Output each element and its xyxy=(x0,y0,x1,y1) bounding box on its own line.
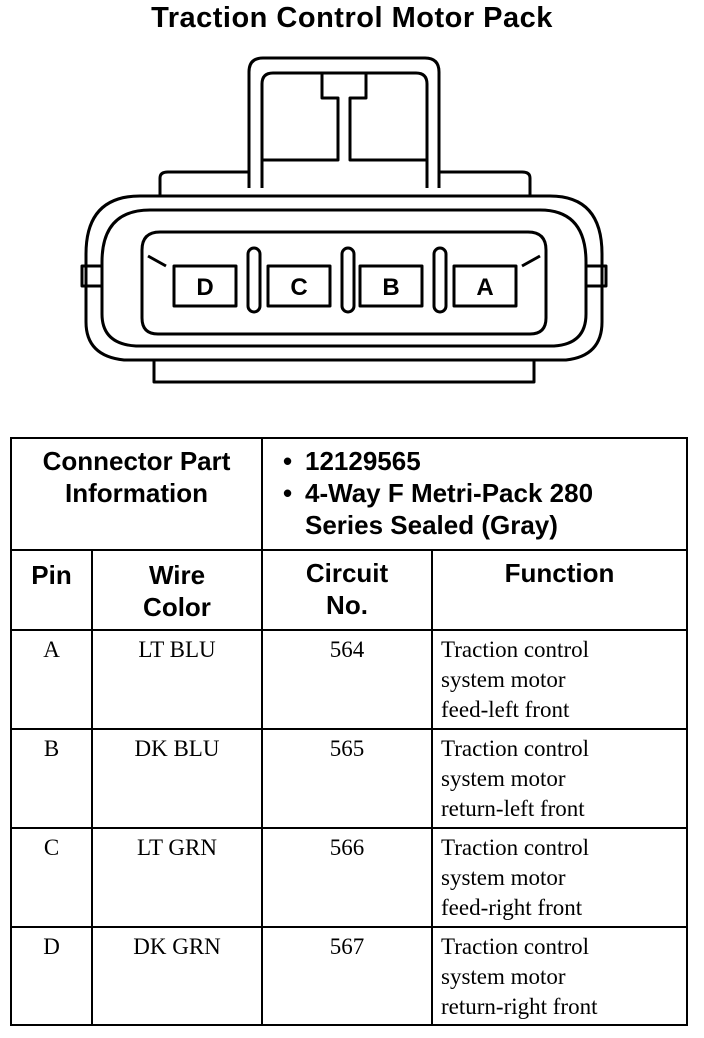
header-function: Function xyxy=(432,550,687,630)
table-row xyxy=(11,927,687,1025)
wire-color-cell: LT BLU xyxy=(92,630,262,729)
pin-cell: B xyxy=(11,729,92,828)
pin-label-d: D xyxy=(196,274,214,301)
part-info-row xyxy=(11,438,687,550)
connector-shoulder xyxy=(160,172,249,196)
wire-color-cell: DK GRN xyxy=(92,927,262,1025)
pin-cell: A xyxy=(11,630,92,729)
connector-diagram xyxy=(0,0,704,400)
connector-info-table xyxy=(10,437,688,1026)
page-title: Traction Control Motor Pack xyxy=(151,2,553,34)
connector-latch xyxy=(249,58,439,188)
connector-part-label: Connector Part Information xyxy=(11,438,262,550)
pin-cell: D xyxy=(11,927,92,1025)
header-pin: Pin xyxy=(11,550,92,630)
header-row xyxy=(11,550,687,630)
table-row xyxy=(11,828,687,927)
part-description: • 4-Way F Metri-Pack 280 xyxy=(283,478,594,508)
wire-color-cell: DK BLU xyxy=(92,729,262,828)
pin-label-a: A xyxy=(476,274,494,301)
part-series: Series Sealed (Gray) xyxy=(305,510,558,540)
cavity-divider xyxy=(248,248,260,312)
header-wire-color: Wire Color xyxy=(92,550,262,630)
part-number: • 12129565 xyxy=(283,446,421,476)
table-row xyxy=(11,729,687,828)
header-circuit: Circuit No. xyxy=(262,550,432,630)
function-cell: Traction control system motor feed-left front xyxy=(432,630,687,729)
function-cell: Traction control system motor feed-right front xyxy=(432,828,687,927)
pin-cell: C xyxy=(11,828,92,927)
connector-part-info xyxy=(262,438,687,550)
wire-color-cell: LT GRN xyxy=(92,828,262,927)
circuit-cell: 566 xyxy=(262,828,432,927)
circuit-cell: 567 xyxy=(262,927,432,1025)
circuit-cell: 565 xyxy=(262,729,432,828)
circuit-cell: 564 xyxy=(262,630,432,729)
function-cell: Traction control system motor return-right front xyxy=(432,927,687,1025)
table-row xyxy=(11,630,687,729)
pin-label-b: B xyxy=(382,274,400,301)
cavity-divider xyxy=(434,248,446,312)
cavity-divider xyxy=(342,248,354,312)
pin-label-c: C xyxy=(290,274,308,301)
function-cell: Traction control system motor return-left front xyxy=(432,729,687,828)
